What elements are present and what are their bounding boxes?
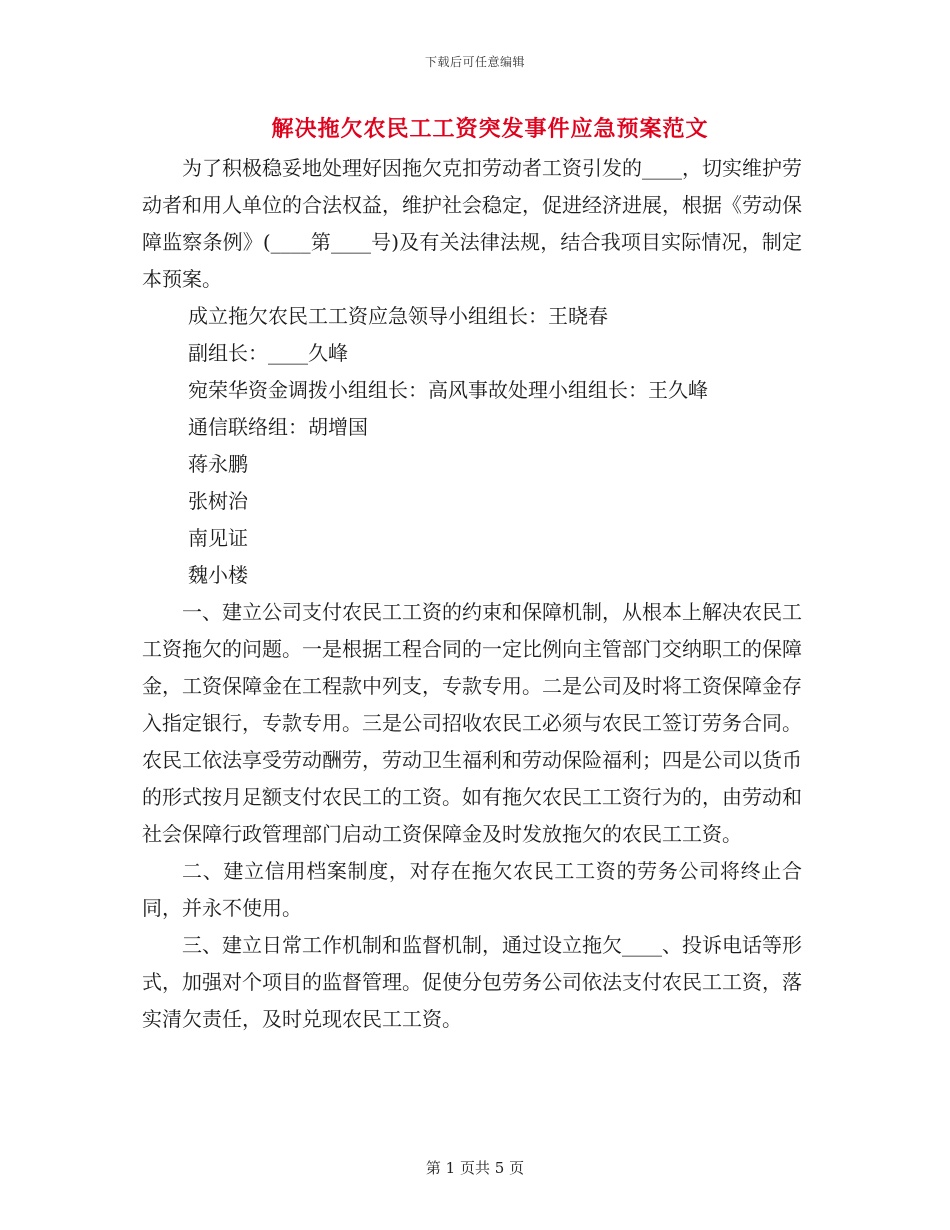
document-body bbox=[142, 150, 802, 1038]
leader-line: 成立拖欠农民工工资应急领导小组组长：王晓春 bbox=[188, 304, 608, 328]
member-line: 张树治 bbox=[188, 489, 248, 513]
header-note: 下载后可任意编辑 bbox=[424, 55, 525, 69]
page-number: 第 1 页共 5 页 bbox=[425, 1159, 525, 1177]
section-1-paragraph: 一、建立公司支付农民工工资的约束和保障机制，从根本上解决农民工工资拖欠的问题。一是根据工程合同的一定比例向主管部门交纳职工的保障金，工资保障金在工程款中列支，专款专用。二是公司及时将工资保障金存入指定银行，专款专用。三是公司招收农民工必须与农民工签订劳务合同。农民工依法享受劳动酬劳，劳动卫生福利和劳动保险福利；四是公司以货币的形式按月足额支付农民工的工资。如有拖欠农民工工资行为的，由劳动和社会保障行政管理部门启动工资保障金及时发放拖欠的农民工工资。 bbox=[142, 600, 802, 846]
intro-paragraph: 为了积极稳妥地处理好因拖欠克扣劳动者工资引发的____，切实维护劳动者和用人单位的合法权益，维护社会稳定，促进经济进展，根据《劳动保障监察条例》(____第____号)及有关法律法规，结合我项目实际情况，制定本预案。 bbox=[142, 156, 802, 291]
communication-group-line: 通信联络组：胡增国 bbox=[188, 415, 368, 439]
section-3-paragraph: 三、建立日常工作机制和监督机制，通过设立拖欠____、投诉电话等形式，加强对个项目的监督管理。促使分包劳务公司依法支付农民工工资，落实清欠责任，及时兑现农民工工资。 bbox=[142, 933, 802, 1031]
member-line: 南见证 bbox=[188, 526, 248, 550]
member-line: 蒋永鹏 bbox=[188, 452, 248, 476]
funding-group-line: 宛荣华资金调拨小组组长：高风事故处理小组组长：王久峰 bbox=[188, 378, 708, 402]
member-line: 魏小楼 bbox=[188, 563, 248, 587]
deputy-leader-line: 副组长：____久峰 bbox=[188, 341, 348, 365]
section-2-paragraph: 二、建立信用档案制度，对存在拖欠农民工工资的劳务公司将终止合同，并永不使用。 bbox=[142, 859, 802, 920]
document-title: 解决拖欠农民工工资突发事件应急预案范文 bbox=[271, 116, 709, 142]
